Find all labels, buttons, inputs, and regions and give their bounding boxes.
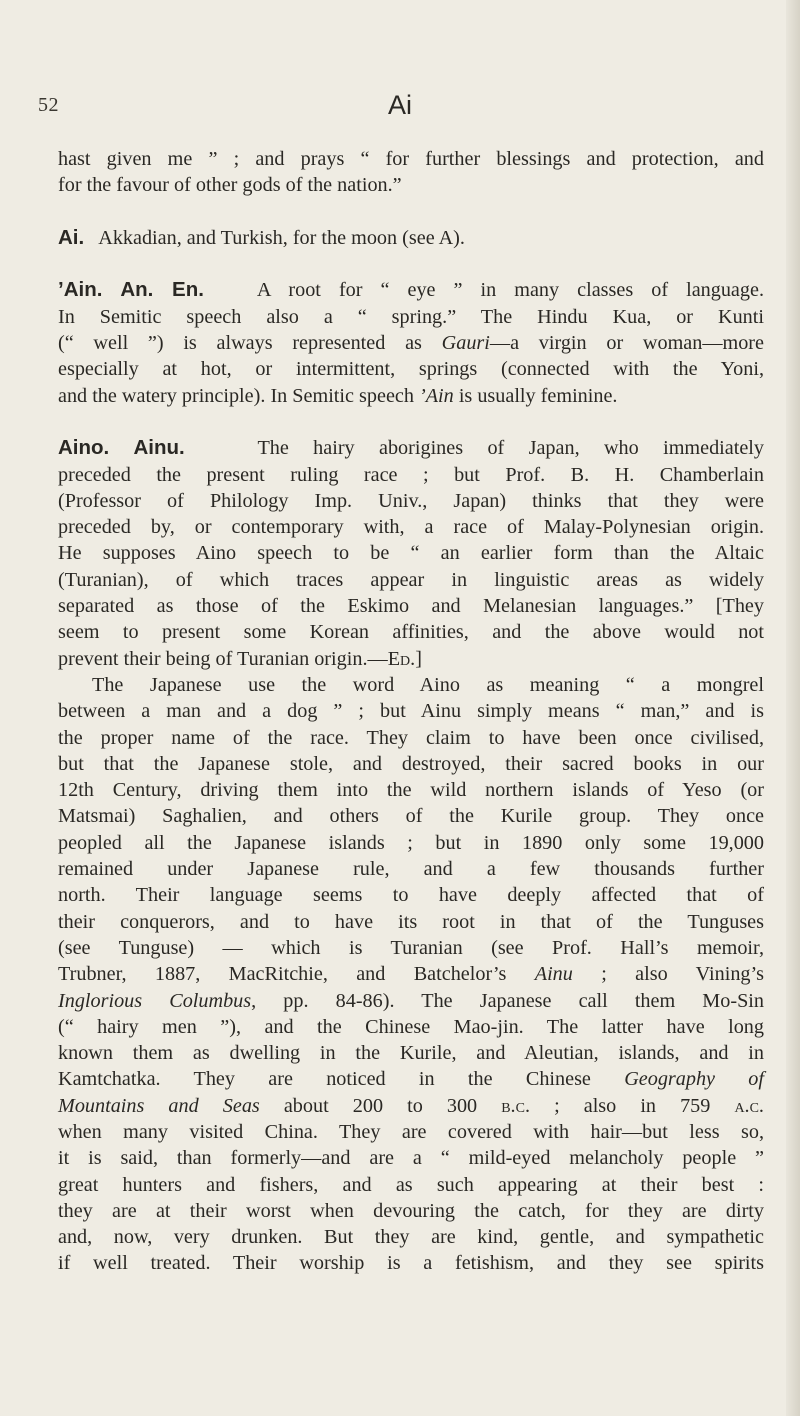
text-line: (see Tunguse) — which is Turanian (see Prof. Hall’s memoir, xyxy=(58,936,764,959)
text-line: they are at their worst when devouring the catch, for they are dirty xyxy=(58,1199,764,1222)
headword-ain: ’Ain. An. En. xyxy=(58,278,204,302)
text-line: In Semitic speech also a “ spring.” The Hindu Kua, or Kunti xyxy=(58,305,764,328)
text-line-blank xyxy=(58,199,764,225)
headword-aino: Aino. Ainu. xyxy=(58,436,185,460)
text-line: (Professor of Philology Imp. Univ., Japan) thinks that they were xyxy=(58,489,764,512)
text-line: it is said, than formerly—and are a “ mild-eyed melancholy people ” xyxy=(58,1147,764,1170)
text-line: hast given me ” ; and prays “ for further blessings and protection, and xyxy=(58,148,764,170)
text-line: The Japanese use the word Aino as meaning “ a mongrel xyxy=(92,673,764,696)
text-line: if well treated. Their worship is a fetishism, and they see spirits xyxy=(58,1252,764,1275)
page-edge-shadow xyxy=(786,0,800,1416)
text-line-blank xyxy=(58,409,764,435)
text-line: Inglorious Columbus, pp. 84-86). The Japanese call them Mo-Sin xyxy=(58,989,764,1012)
text-line: for the favour of other gods of the nation.” xyxy=(58,174,402,197)
text-line: (“ hairy men ”), and the Chinese Mao-jin. The latter have long xyxy=(58,1015,764,1038)
headword-ai: Ai. xyxy=(58,225,85,249)
running-head: Ai xyxy=(387,90,412,120)
entry-ai: Ai. Akkadian, and Turkish, for the moon (see A). xyxy=(58,225,465,249)
text-line: Mountains and Seas about 200 to 300 b.c. ; also in 759 a.c. xyxy=(58,1094,764,1117)
text-line: Matsmai) Saghalien, and others of the Kurile group. They once xyxy=(58,805,764,828)
text-line: and, now, very drunken. But they are kind, gentle, and sympathetic xyxy=(58,1226,764,1249)
text-line: prevent their being of Turanian origin.—Ed.] xyxy=(58,647,422,670)
text-line: when many visited China. They are covered with hair—but less so, xyxy=(58,1120,764,1143)
text-line: preceded by, or contemporary with, a race of Malay-Polynesian origin. xyxy=(58,516,764,539)
text-line: (Turanian), of which traces appear in linguistic areas as widely xyxy=(58,568,764,591)
text-line: Kamtchatka. They are noticed in the Chinese Geography of xyxy=(58,1068,765,1091)
text-line: Trubner, 1887, MacRitchie, and Batchelor’s Ainu ; also Vining’s xyxy=(58,963,764,986)
page-number: 52 xyxy=(38,94,59,116)
text-line: seem to present some Korean affinities, and the above would not xyxy=(58,621,764,644)
text-line: north. Their language seems to have deeply affected that of xyxy=(58,884,764,907)
text-line: 12th Century, driving them into the wild northern islands of Yeso (or xyxy=(58,779,764,802)
entry-ain: ’Ain. An. En. A root for “ eye ” in many classes of language. xyxy=(58,278,764,302)
text-line: especially at hot, or intermittent, springs (connected with the Yoni, xyxy=(58,358,764,381)
text-line: the proper name of the race. They claim to have been once civilised, xyxy=(58,726,764,749)
entry-aino: Aino. Ainu. The hairy aborigines of Japan, who immediately xyxy=(58,436,765,460)
text-line: their conquerors, and to have its root in that of the Tunguses xyxy=(58,910,764,933)
text-line: great hunters and fishers, and as such appearing at their best : xyxy=(58,1173,764,1196)
text-line: known them as dwelling in the Kurile, and Aleutian, islands, and in xyxy=(58,1042,764,1065)
text-line: and the watery principle). In Semitic speech ’Ain is usually feminine. xyxy=(58,384,618,407)
text-line: between a man and a dog ” ; but Ainu simply means “ man,” and is xyxy=(58,700,764,723)
text-line: preceded the present ruling race ; but Prof. B. H. Chamberlain xyxy=(58,463,764,486)
page-header xyxy=(38,90,762,124)
text-line: but that the Japanese stole, and destroyed, their sacred books in our xyxy=(58,752,764,775)
text-line: separated as those of the Eskimo and Melanesian languages.” [They xyxy=(58,595,764,618)
text-line: remained under Japanese rule, and a few thousands further xyxy=(58,858,764,881)
text-line: (“ well ”) is always represented as Gauri—a virgin or woman—more xyxy=(58,332,764,355)
text-line: He supposes Aino speech to be “ an earlier form than the Altaic xyxy=(58,542,764,565)
text-line-blank xyxy=(58,251,764,277)
body-text xyxy=(58,146,764,1277)
text-line: peopled all the Japanese islands ; but in 1890 only some 19,000 xyxy=(58,831,764,854)
